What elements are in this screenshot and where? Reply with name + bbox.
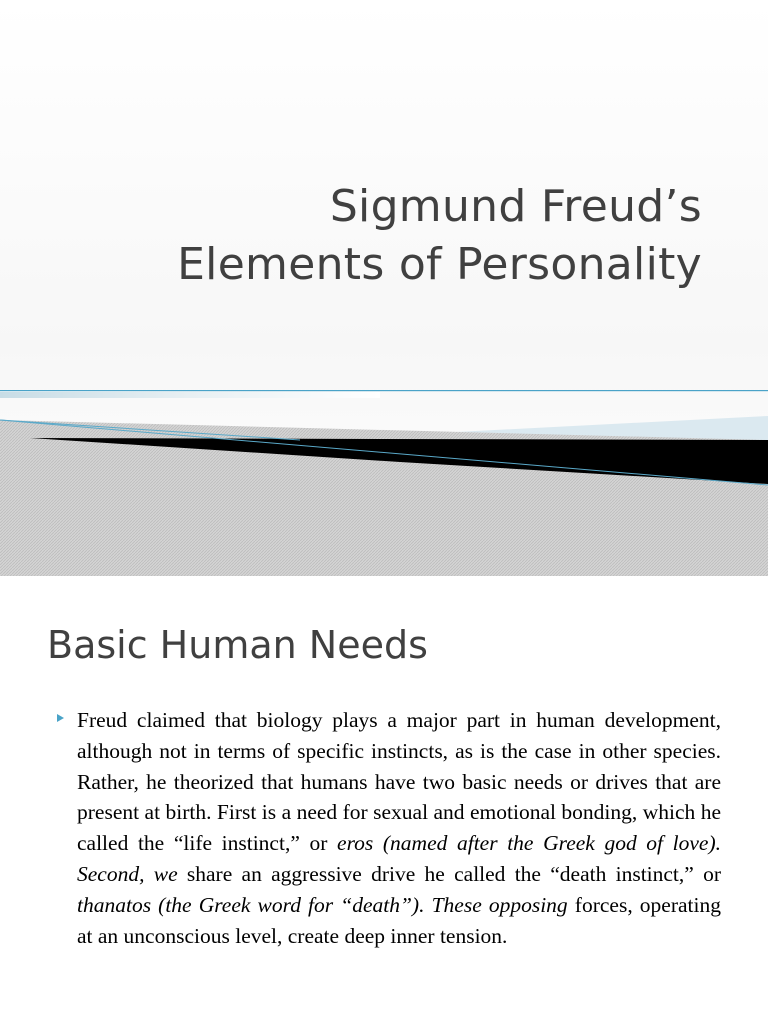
title-line-1: Sigmund Freud’s [329,181,702,232]
content-slide [0,576,768,1024]
paragraph-segment-5: forces, operating at an unconscious level, create deep inner tension. [77,892,721,948]
paragraph-segment-1: Freud claimed that biology plays a major part in human development, although not in terms of specific instincts, as is the case in other species. Rather, he theorized that humans have two basic needs or drives that are present at birth. First is a need for sexual and emotional bonding, which he called the “life instinct,” or [77,708,721,856]
paragraph-segment-3: share an aggressive drive he called the “death instinct,” or [177,861,722,886]
title-line-2: Elements of Personality [177,239,702,290]
decorative-band [0,388,768,576]
slide-heading: Basic Human Needs [47,623,428,667]
bullet-paragraph [77,705,721,951]
paragraph-segment-4: thanatos (the Greek word for “death”). These opposing [77,892,568,917]
bullet-arrow-icon [57,714,64,722]
paragraph-segment-2: eros (named after the Greek god of love). Second, we [77,831,721,886]
slide-title [177,178,702,294]
top-fade-strip [0,392,380,398]
top-accent-line [0,390,768,391]
